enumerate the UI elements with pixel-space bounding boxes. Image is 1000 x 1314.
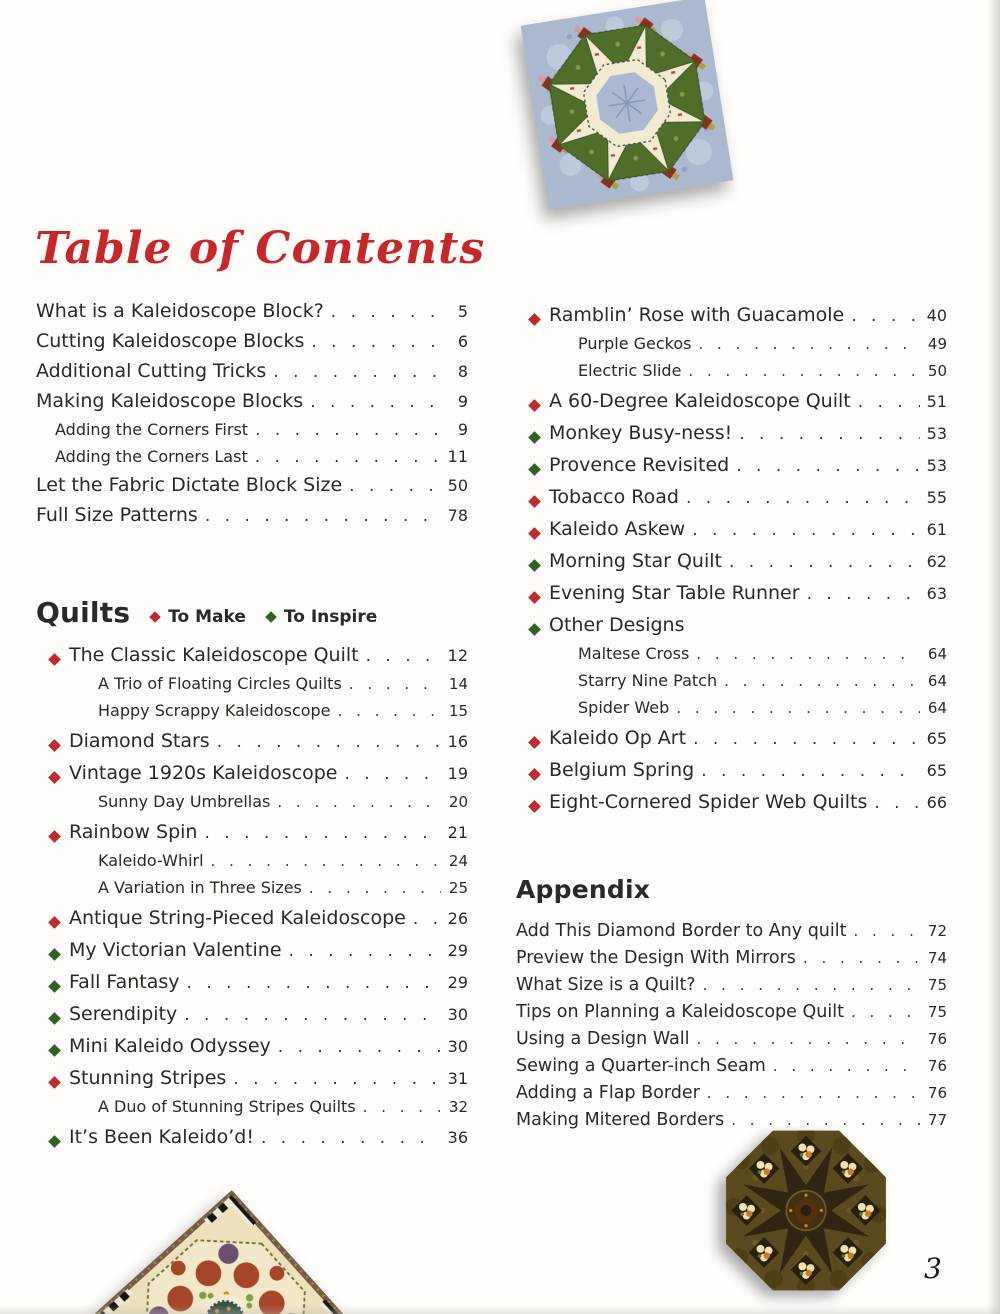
toc-entry-label: Tobacco Road — [549, 486, 679, 508]
diamond-red-icon — [48, 653, 61, 666]
toc-entry-label: What Size is a Quilt? — [516, 975, 696, 995]
toc-entry-label: Add This Diamond Border to Any quilt — [516, 921, 847, 941]
toc-entry — [36, 701, 468, 728]
toc-entry-label: Diamond Stars — [69, 730, 210, 752]
dot-leader — [349, 474, 441, 496]
diamond-red-icon — [48, 739, 61, 752]
toc-entry-label: It’s Been Kaleido’d! — [69, 1126, 254, 1148]
toc-entry-label: Belgium Spring — [549, 759, 695, 781]
toc-entry-label: A 60-Degree Kaleidoscope Quilt — [549, 390, 851, 412]
toc-entry-label: Vintage 1920s Kaleidoscope — [69, 762, 338, 784]
toc-entry — [36, 821, 468, 851]
toc-entry — [516, 390, 947, 420]
quilt-block-graphic — [521, 0, 734, 209]
dot-leader — [739, 422, 920, 444]
toc-entry-label: Spider Web — [578, 698, 670, 717]
dot-leader — [724, 671, 920, 690]
quilt-block-graphic — [95, 1190, 355, 1314]
toc-entry-page: 61 — [926, 520, 947, 539]
toc-entry — [516, 1056, 947, 1083]
toc-entry-label: Eight-Cornered Spider Web Quilts — [549, 791, 868, 813]
quilt-photo-top — [521, 0, 734, 209]
toc-entry-page: 31 — [447, 1069, 468, 1088]
toc-entry — [516, 1002, 947, 1029]
toc-entry — [36, 447, 468, 474]
toc-entry — [36, 939, 468, 969]
toc-entry-page: 20 — [448, 793, 468, 811]
toc-entry-label: Serendipity — [69, 1003, 178, 1025]
diamond-red-icon — [48, 1076, 61, 1089]
dot-leader — [273, 360, 441, 382]
page-edge-bottom — [0, 1305, 1000, 1314]
diamond-red-icon — [528, 591, 541, 604]
toc-entry-label: Using a Design Wall — [516, 1029, 690, 1049]
dot-leader — [707, 1083, 920, 1103]
toc-entry-page: 75 — [927, 976, 947, 994]
dot-leader — [187, 971, 441, 993]
dot-leader — [851, 1002, 920, 1022]
legend-to-inspire-label: To Inspire — [283, 607, 378, 627]
dot-leader — [277, 792, 441, 811]
toc-entry — [36, 300, 468, 330]
dot-leader — [698, 334, 920, 353]
dot-leader — [413, 907, 441, 929]
toc-entry-label: A Variation in Three Sizes — [98, 878, 302, 897]
toc-entry-page: 78 — [447, 506, 468, 525]
toc-entry — [516, 975, 947, 1002]
dot-leader — [686, 486, 920, 508]
dot-leader — [851, 304, 920, 326]
toc-entry-label: Maltese Cross — [578, 644, 690, 663]
dot-leader — [773, 1056, 920, 1076]
toc-entry-label: A Trio of Floating Circles Quilts — [98, 674, 342, 693]
toc-entry — [516, 334, 947, 361]
quilts-heading-row — [36, 596, 468, 632]
legend-to-make — [144, 607, 246, 627]
toc-entry — [36, 360, 468, 390]
toc-entry-page: 5 — [457, 302, 468, 321]
toc-entry — [36, 390, 468, 420]
toc-entry-page: 74 — [927, 949, 947, 967]
toc-entry-page: 6 — [457, 332, 468, 351]
diamond-red-icon — [528, 800, 541, 813]
toc-entry-page: 32 — [448, 1098, 468, 1116]
toc-entry — [36, 971, 468, 1001]
diamond-green-icon — [48, 948, 61, 961]
dot-leader — [736, 454, 920, 476]
toc-entry-label: My Victorian Valentine — [69, 939, 282, 961]
toc-entry-page: 64 — [927, 645, 947, 663]
toc-entry-page: 21 — [447, 823, 468, 842]
toc-entry — [516, 1029, 947, 1056]
diamond-red-icon — [48, 771, 61, 784]
toc-entry-page: 9 — [457, 392, 468, 411]
dot-leader — [366, 644, 441, 666]
toc-entry-label: Starry Nine Patch — [578, 671, 718, 690]
dot-leader — [255, 447, 441, 467]
quilt-photo-bottom-left — [95, 1190, 355, 1314]
toc-entry-label: Tips on Planning a Kaleidoscope Quilt — [516, 1002, 844, 1022]
legend-to-inspire — [260, 607, 377, 627]
diamond-red-icon — [528, 768, 541, 781]
toc-entry-label: Sunny Day Umbrellas — [98, 792, 271, 811]
dot-leader — [204, 821, 441, 843]
toc-entry — [36, 730, 468, 760]
toc-left-column — [36, 300, 468, 1156]
page-edge-right — [987, 0, 1000, 1314]
toc-entry — [36, 674, 468, 701]
toc-entry — [36, 1035, 468, 1065]
toc-entry — [36, 762, 468, 792]
dot-leader — [676, 698, 920, 717]
toc-entry-page: 63 — [926, 584, 947, 603]
diamond-red-icon — [528, 313, 541, 326]
dot-leader — [310, 390, 441, 412]
toc-entry-label: Adding the Corners First — [55, 420, 249, 439]
toc-entry — [36, 907, 468, 937]
toc-entry-page: 50 — [927, 362, 947, 380]
toc-entry — [516, 759, 947, 789]
toc-entry-page: 15 — [448, 702, 468, 720]
toc-entry-label: Mini Kaleido Odyssey — [69, 1035, 271, 1057]
dot-leader — [184, 1003, 441, 1025]
dot-leader — [696, 644, 920, 663]
dot-leader — [701, 759, 920, 781]
toc-entry — [516, 422, 947, 452]
toc-entry-label: Ramblin’ Rose with Guacamole — [549, 304, 845, 326]
toc-entry-page: 26 — [447, 909, 468, 928]
diamond-green-icon — [48, 1012, 61, 1025]
toc-entry — [36, 1097, 468, 1124]
toc-entry-label: A Duo of Stunning Stripes Quilts — [98, 1097, 356, 1116]
toc-entry-label: What is a Kaleidoscope Block? — [36, 300, 324, 322]
toc-entry-label: Evening Star Table Runner — [549, 582, 800, 604]
toc-entry-label: Rainbow Spin — [69, 821, 198, 843]
toc-entry-page: 8 — [457, 362, 468, 381]
toc-entry — [36, 474, 468, 504]
toc-entry — [516, 614, 947, 644]
dot-leader — [338, 701, 441, 720]
dot-leader — [696, 1029, 920, 1049]
diamond-red-icon — [528, 527, 541, 540]
dot-leader — [331, 300, 441, 322]
toc-entry-label: Cutting Kaleidoscope Blocks — [36, 330, 305, 352]
toc-entry-label: Additional Cutting Tricks — [36, 360, 267, 382]
toc-entry-page: 72 — [927, 922, 947, 940]
dot-leader — [205, 504, 441, 526]
toc-quilts-list-right — [516, 304, 947, 821]
diamond-red-icon — [149, 611, 161, 623]
diamond-green-icon — [528, 463, 541, 476]
toc-entry-page: 53 — [926, 456, 947, 475]
toc-entry-page: 65 — [926, 729, 947, 748]
diamond-red-icon — [48, 916, 61, 929]
toc-entry — [516, 361, 947, 388]
toc-entry-page: 49 — [927, 335, 947, 353]
toc-entry-page: 62 — [926, 552, 947, 571]
toc-entry — [36, 792, 468, 819]
toc-entry-label: Stunning Stripes — [69, 1067, 227, 1089]
toc-entry-page: 66 — [926, 793, 947, 812]
toc-entry — [36, 644, 468, 674]
toc-entry-label: The Classic Kaleidoscope Quilt — [69, 644, 359, 666]
toc-entry-page: 64 — [927, 672, 947, 690]
toc-entry-page: 29 — [447, 941, 468, 960]
diamond-green-icon — [48, 1044, 61, 1057]
toc-entry — [516, 486, 947, 516]
toc-entry-page: 24 — [448, 852, 468, 870]
toc-entry-label: Electric Slide — [578, 361, 682, 380]
toc-entry-page: 40 — [926, 306, 947, 325]
toc-entry — [36, 420, 468, 447]
dot-leader — [853, 921, 920, 941]
toc-entry-page: 65 — [926, 761, 947, 780]
toc-entry-page: 75 — [927, 1003, 947, 1021]
diamond-green-icon — [528, 623, 541, 636]
toc-entry-page: 11 — [447, 447, 468, 466]
quilt-photo-bottom-right — [716, 1124, 896, 1297]
toc-entry-label: Morning Star Quilt — [549, 550, 722, 572]
toc-entry-page: 29 — [447, 973, 468, 992]
toc-entry-label: Making Mitered Borders — [516, 1110, 725, 1130]
toc-entry-label: Happy Scrappy Kaleidoscope — [98, 701, 331, 720]
toc-entry-label: Adding a Flap Border — [516, 1083, 700, 1103]
diamond-red-icon — [528, 399, 541, 412]
toc-entry — [516, 948, 947, 975]
toc-entry-page: 14 — [448, 675, 468, 693]
toc-entry-label: Kaleido Op Art — [549, 727, 687, 749]
legend-to-make-label: To Make — [168, 607, 246, 627]
dot-leader — [729, 550, 920, 572]
toc-entry — [516, 698, 947, 725]
dot-leader — [345, 762, 442, 784]
dot-leader — [261, 1126, 441, 1148]
dot-leader — [874, 791, 920, 813]
diamond-green-icon — [48, 1135, 61, 1148]
diamond-green-icon — [528, 431, 541, 444]
toc-entry-page: 30 — [447, 1005, 468, 1024]
toc-entry-label: Full Size Patterns — [36, 504, 198, 526]
toc-entry — [516, 550, 947, 580]
toc-entry — [36, 851, 468, 878]
toc-entry-label: Sewing a Quarter-inch Seam — [516, 1056, 766, 1076]
toc-entry-label: Kaleido-Whirl — [98, 851, 204, 870]
toc-entry-page: 50 — [447, 476, 468, 495]
dot-leader — [807, 582, 920, 604]
appendix-heading: Appendix — [516, 875, 651, 904]
toc-entry-page: 55 — [926, 488, 947, 507]
dot-leader — [858, 390, 920, 412]
toc-entry-label: Other Designs — [549, 614, 685, 636]
dot-leader — [278, 1035, 441, 1057]
toc-entry — [516, 791, 947, 821]
toc-entry-page: 64 — [927, 699, 947, 717]
toc-entry-page: 12 — [447, 646, 468, 665]
toc-entry-page: 53 — [926, 424, 947, 443]
toc-entry-page: 51 — [926, 392, 947, 411]
toc-entry-label: Making Kaleidoscope Blocks — [36, 390, 304, 412]
diamond-red-icon — [528, 495, 541, 508]
dot-leader — [255, 420, 441, 440]
toc-entry-label: Preview the Design With Mirrors — [516, 948, 796, 968]
dot-leader — [803, 948, 920, 968]
toc-quilts-list-left — [36, 644, 468, 1156]
dot-leader — [363, 1097, 441, 1116]
toc-right-column — [516, 302, 947, 1137]
toc-entry-page: 25 — [448, 879, 468, 897]
toc-entry-label: Antique String-Pieced Kaleidoscope — [69, 907, 406, 929]
toc-entry-page: 16 — [447, 732, 468, 751]
toc-entry — [36, 330, 468, 360]
dot-leader — [311, 330, 441, 352]
toc-entry-page: 76 — [927, 1057, 947, 1075]
dot-leader — [211, 851, 441, 870]
diamond-green-icon — [48, 980, 61, 993]
toc-entry — [516, 518, 947, 548]
toc-entry-label: Kaleido Askew — [549, 518, 686, 540]
toc-entry-page: 77 — [927, 1111, 947, 1129]
dot-leader — [349, 674, 441, 693]
diamond-red-icon — [528, 736, 541, 749]
page-number: 3 — [924, 1252, 942, 1285]
dot-leader — [233, 1067, 441, 1089]
dot-leader — [309, 878, 441, 897]
dot-leader — [289, 939, 441, 961]
diamond-green-icon — [528, 559, 541, 572]
toc-top-list — [36, 300, 468, 534]
toc-entry — [36, 1126, 468, 1156]
toc-entry-label: Provence Revisited — [549, 454, 730, 476]
toc-entry — [516, 1083, 947, 1110]
toc-entry-page: 19 — [447, 764, 468, 783]
toc-entry-page: 9 — [457, 420, 468, 439]
toc-entry — [516, 727, 947, 757]
toc-appendix-list — [516, 921, 947, 1137]
dot-leader — [217, 730, 441, 752]
toc-entry — [36, 878, 468, 905]
dot-leader — [693, 727, 920, 749]
dot-leader — [703, 975, 920, 995]
quilt-block-graphic — [716, 1124, 896, 1297]
toc-entry — [516, 921, 947, 948]
toc-entry-label: Adding the Corners Last — [55, 447, 248, 466]
toc-entry-page: 30 — [447, 1037, 468, 1056]
toc-entry-label: Let the Fabric Dictate Block Size — [36, 474, 343, 496]
toc-entry — [516, 454, 947, 484]
toc-entry — [516, 671, 947, 698]
diamond-green-icon — [265, 611, 277, 623]
toc-entry — [36, 1003, 468, 1033]
toc-entry — [36, 1067, 468, 1097]
toc-entry-page: 76 — [927, 1030, 947, 1048]
toc-entry — [36, 504, 468, 534]
toc-entry-label: Purple Geckos — [578, 334, 692, 353]
toc-entry — [516, 304, 947, 334]
dot-leader — [688, 361, 920, 380]
toc-entry — [516, 644, 947, 671]
toc-entry-label: Monkey Busy-ness! — [549, 422, 733, 444]
toc-entry — [516, 582, 947, 612]
toc-entry-page: 36 — [447, 1128, 468, 1147]
toc-entry-page: 76 — [927, 1084, 947, 1102]
quilts-heading: Quilts — [36, 596, 131, 629]
dot-leader — [692, 518, 920, 540]
toc-entry-label: Fall Fantasy — [69, 971, 180, 993]
diamond-red-icon — [48, 830, 61, 843]
page-title: Table of Contents — [35, 223, 486, 275]
